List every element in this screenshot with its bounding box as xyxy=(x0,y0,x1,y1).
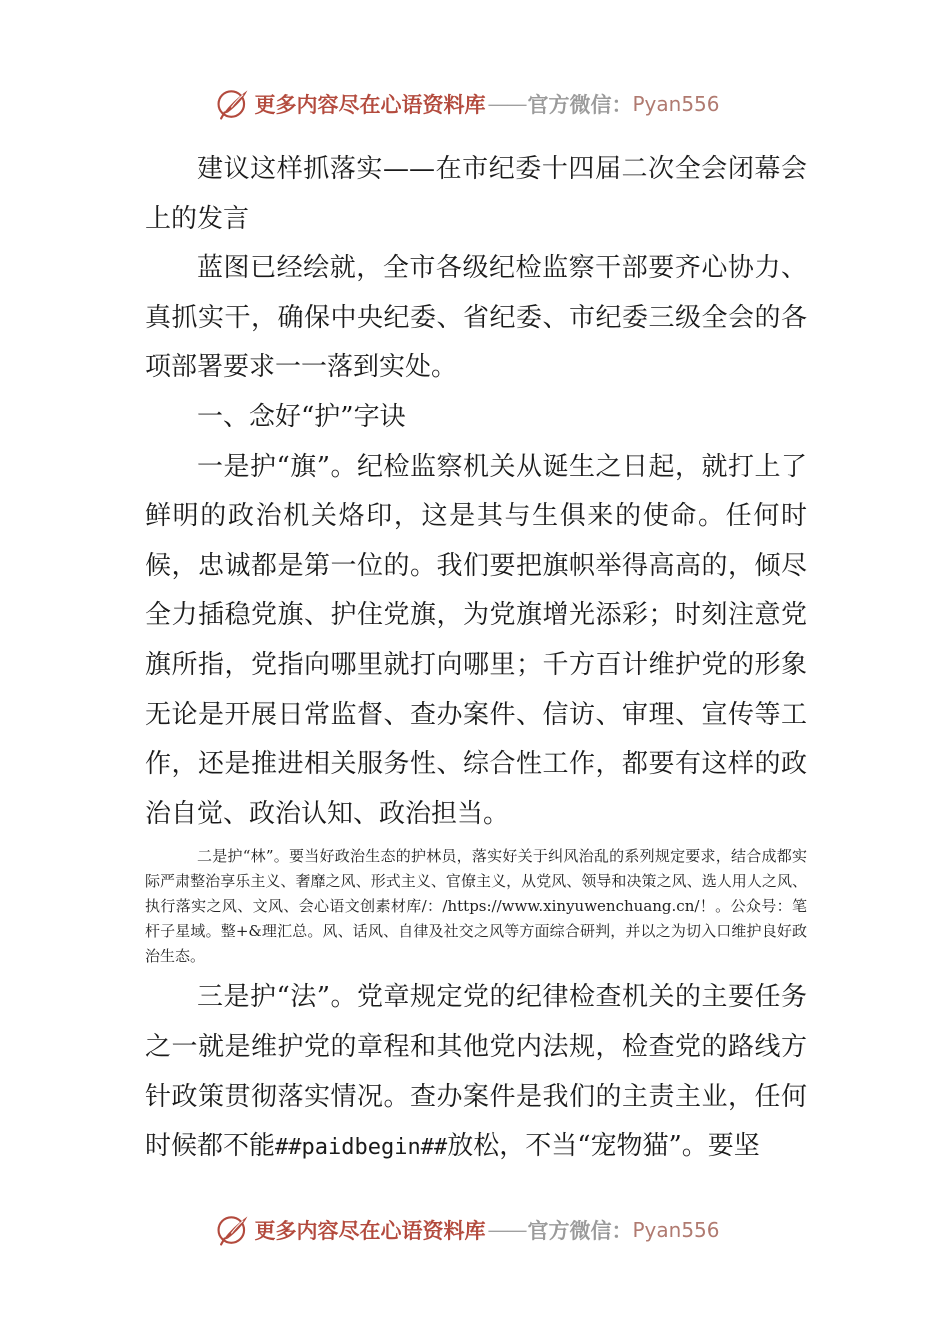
banner-wechat-label: 官方微信： xyxy=(527,1218,633,1243)
paragraph-protect-law xyxy=(145,973,807,1172)
paragraph-protect-flag: 一是护“旗”。纪检监察机关从诞生之日起，就打上了鲜明的政治机关烙印，这是其与生俱来的使命。任何时候，忠诚都是第一位的。我们要把旗帜举得高高的，倾尽全力插稳党旗、护住党旗，为党旗增光添彩；时刻注意党旗所指，党指向哪里就打向哪里；千方百计维护党的形象无论是开展日常监督、查办案件、信访、审理、宣传等工作，还是推进相关服务性、综合性工作，都要有这样的政治自觉、政治认知、政治担当。 xyxy=(145,451,807,829)
document-body xyxy=(145,145,807,1173)
banner-separator: —— xyxy=(487,92,526,116)
document-title: 建议这样抓落实——在市纪委十四届二次全会闭幕会上的发言 xyxy=(145,154,807,234)
quill-pen-logo-icon xyxy=(216,87,250,121)
banner-wechat-label: 官方微信： xyxy=(527,92,633,117)
paid-begin-marker: ##paidbegin## xyxy=(275,1135,448,1161)
footer-banner xyxy=(0,1210,950,1250)
paragraph-protect-law-tail: 放松，不当“宠物猫”。要坚 xyxy=(447,1131,760,1162)
paragraph-protect-law-text: 三是护“法”。党章规定党的纪律检查机关的主要任务之一就是维护党的章程和其他党内法规，检查党的路线方针政策贯彻落实情况。查办案件是我们的主责主业，任何时候都不能 xyxy=(145,982,807,1162)
section-heading: 一、念好“护”字诀 xyxy=(197,401,406,432)
intro-paragraph: 蓝图已经绘就，全市各级纪检监察干部要齐心协力、真抓实干，确保中央纪委、省纪委、市纪委三级全会的各项部署要求一一落到实处。 xyxy=(145,253,807,383)
banner-separator: —— xyxy=(487,1218,526,1242)
banner-wechat-id: Pyan556 xyxy=(632,92,720,116)
banner-wechat-id: Pyan556 xyxy=(632,1218,720,1242)
paragraph-protect-forest: 二是护“林”。要当好政治生态的护林员，落实好关于纠风治乱的系列规定要求，结合成都实际严肃整治享乐主义、奢靡之风、形式主义、官僚主义，从党风、领导和决策之风、选人用人之风、执行落实之风、文风、会心语文创素材库/：/https://www.xinyuwenchuang.cn/！。公众号：笔杆子星域。整+&理汇总。风、话风、自律及社交之风等方面综合研判，并以之为切入口维护良好政治生态。 xyxy=(145,847,807,966)
header-banner xyxy=(0,84,950,124)
quill-pen-logo-icon xyxy=(216,1213,250,1247)
banner-title: 更多内容尽在心语资料库 xyxy=(254,1218,486,1243)
banner-title: 更多内容尽在心语资料库 xyxy=(254,92,486,117)
